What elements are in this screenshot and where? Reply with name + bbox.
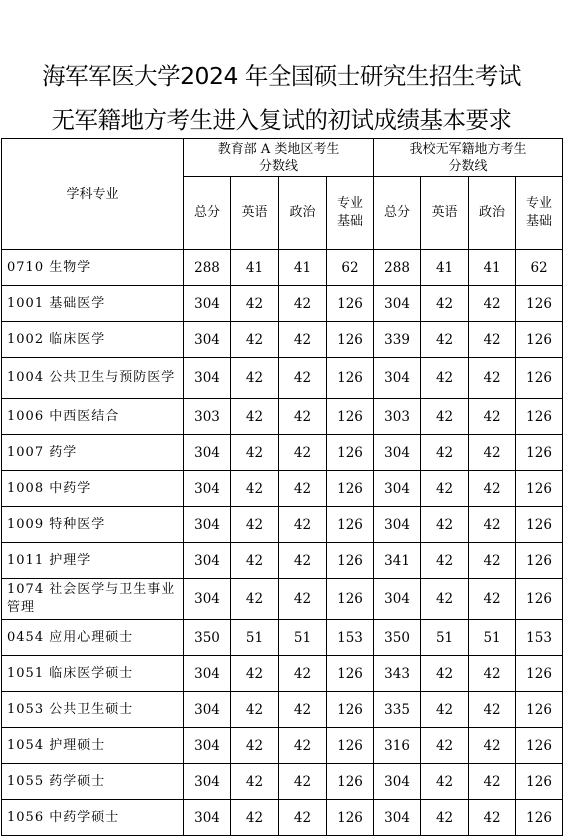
- b-english-cell: 42: [421, 543, 469, 579]
- subject-cell: 1056 中药学硕士: [2, 800, 184, 836]
- a-english-cell: 42: [231, 579, 279, 620]
- subject-cell: 1009 特种医学: [2, 507, 184, 543]
- a-english-cell: 42: [231, 471, 279, 507]
- subject-cell: 1011 护理学: [2, 543, 184, 579]
- table-row: [2, 250, 563, 286]
- b-english-cell: 42: [421, 507, 469, 543]
- subject-cell: 1051 临床医学硕士: [2, 656, 184, 692]
- b-english-cell: 42: [421, 322, 469, 358]
- b-politics-cell: 42: [469, 692, 516, 728]
- table-row: [2, 543, 563, 579]
- a-major-cell: 126: [327, 507, 374, 543]
- subject-cell: 1054 护理硕士: [2, 728, 184, 764]
- a-total-cell: 304: [184, 692, 231, 728]
- subject-cell: 1001 基础医学: [2, 286, 184, 322]
- document-title: [0, 0, 563, 138]
- b-total-cell: 335: [374, 692, 421, 728]
- a-english-cell: 42: [231, 286, 279, 322]
- a-politics-cell: 41: [279, 250, 327, 286]
- subject-cell: 1055 药学硕士: [2, 764, 184, 800]
- a-english-cell: 42: [231, 322, 279, 358]
- a-total-header: 总分: [184, 177, 231, 250]
- a-english-cell: 42: [231, 435, 279, 471]
- b-english-cell: 42: [421, 692, 469, 728]
- a-politics-cell: 42: [279, 286, 327, 322]
- a-major-cell: 126: [327, 286, 374, 322]
- table-row: [2, 620, 563, 656]
- b-major-cell: 62: [516, 250, 563, 286]
- b-major-cell: 153: [516, 620, 563, 656]
- b-total-cell: 288: [374, 250, 421, 286]
- subject-cell: 1002 临床医学: [2, 322, 184, 358]
- b-total-cell: 339: [374, 322, 421, 358]
- table-row: [2, 579, 563, 620]
- a-total-cell: 303: [184, 399, 231, 435]
- a-total-cell: 350: [184, 620, 231, 656]
- subject-cell: 1004 公共卫生与预防医学: [2, 358, 184, 399]
- a-politics-cell: 42: [279, 358, 327, 399]
- b-total-cell: 303: [374, 399, 421, 435]
- b-politics-cell: 42: [469, 579, 516, 620]
- subject-cell: 1074 社会医学与卫生事业管理: [2, 579, 184, 620]
- b-total-cell: 304: [374, 800, 421, 836]
- subject-cell: 1053 公共卫生硕士: [2, 692, 184, 728]
- b-english-cell: 42: [421, 435, 469, 471]
- group-a-header-line2: 分数线: [259, 158, 299, 174]
- b-politics-cell: 42: [469, 399, 516, 435]
- a-total-cell: 304: [184, 286, 231, 322]
- a-english-cell: 41: [231, 250, 279, 286]
- a-english-cell: 42: [231, 764, 279, 800]
- a-politics-cell: 42: [279, 728, 327, 764]
- a-major-cell: 126: [327, 800, 374, 836]
- b-major-cell: 126: [516, 471, 563, 507]
- table-row: [2, 471, 563, 507]
- table-row: [2, 435, 563, 471]
- a-major-header-line2: 基础: [337, 214, 364, 229]
- a-politics-cell: 42: [279, 543, 327, 579]
- b-english-cell: 51: [421, 620, 469, 656]
- a-major-cell: 126: [327, 728, 374, 764]
- subject-header: 学科专业: [2, 139, 184, 250]
- b-total-cell: 343: [374, 656, 421, 692]
- b-total-cell: 304: [374, 507, 421, 543]
- a-major-cell: 153: [327, 620, 374, 656]
- b-english-cell: 42: [421, 399, 469, 435]
- a-english-cell: 42: [231, 358, 279, 399]
- table-body: [2, 250, 563, 836]
- a-english-cell: 42: [231, 543, 279, 579]
- a-major-cell: 126: [327, 656, 374, 692]
- group-b-header-line2: 分数线: [448, 158, 488, 174]
- a-politics-cell: 42: [279, 471, 327, 507]
- b-english-cell: 42: [421, 800, 469, 836]
- a-politics-cell: 42: [279, 579, 327, 620]
- a-english-cell: 42: [231, 800, 279, 836]
- a-total-cell: 304: [184, 471, 231, 507]
- a-major-cell: 62: [327, 250, 374, 286]
- b-total-cell: 304: [374, 358, 421, 399]
- b-politics-cell: 51: [469, 620, 516, 656]
- a-politics-cell: 42: [279, 800, 327, 836]
- b-politics-cell: 42: [469, 728, 516, 764]
- a-politics-cell: 42: [279, 399, 327, 435]
- b-major-cell: 126: [516, 692, 563, 728]
- subject-cell: 1007 药学: [2, 435, 184, 471]
- a-major-cell: 126: [327, 692, 374, 728]
- a-total-cell: 288: [184, 250, 231, 286]
- a-politics-cell: 42: [279, 656, 327, 692]
- a-politics-cell: 42: [279, 507, 327, 543]
- table-row: [2, 286, 563, 322]
- b-english-cell: 42: [421, 471, 469, 507]
- a-major-cell: 126: [327, 358, 374, 399]
- b-total-cell: 304: [374, 579, 421, 620]
- table-row: [2, 728, 563, 764]
- a-total-cell: 304: [184, 358, 231, 399]
- b-politics-header: 政治: [469, 177, 516, 250]
- a-major-cell: 126: [327, 399, 374, 435]
- table-row: [2, 399, 563, 435]
- table-row: [2, 692, 563, 728]
- a-major-cell: 126: [327, 322, 374, 358]
- a-total-cell: 304: [184, 579, 231, 620]
- subject-cell: 0710 生物学: [2, 250, 184, 286]
- b-english-cell: 42: [421, 579, 469, 620]
- b-politics-cell: 42: [469, 322, 516, 358]
- a-politics-cell: 51: [279, 620, 327, 656]
- table-row: [2, 322, 563, 358]
- a-politics-cell: 42: [279, 692, 327, 728]
- title-line-2: 无军籍地方考生进入复试的初试成绩基本要求: [51, 106, 512, 134]
- table-row: [2, 358, 563, 399]
- b-politics-cell: 42: [469, 507, 516, 543]
- a-politics-header: 政治: [279, 177, 327, 250]
- b-politics-cell: 42: [469, 358, 516, 399]
- b-total-cell: 304: [374, 435, 421, 471]
- b-major-cell: 126: [516, 399, 563, 435]
- b-major-cell: 126: [516, 656, 563, 692]
- b-major-cell: 126: [516, 764, 563, 800]
- a-total-cell: 304: [184, 322, 231, 358]
- b-major-cell: 126: [516, 579, 563, 620]
- a-politics-cell: 42: [279, 435, 327, 471]
- b-politics-cell: 41: [469, 250, 516, 286]
- b-total-cell: 304: [374, 286, 421, 322]
- a-english-cell: 42: [231, 692, 279, 728]
- group-b-header: [374, 139, 563, 177]
- subject-cell: 1006 中西医结合: [2, 399, 184, 435]
- a-english-cell: 42: [231, 728, 279, 764]
- b-major-cell: 126: [516, 507, 563, 543]
- b-english-header: 英语: [421, 177, 469, 250]
- b-major-header-line2: 基础: [526, 214, 553, 229]
- a-major-cell: 126: [327, 471, 374, 507]
- b-politics-cell: 42: [469, 543, 516, 579]
- table-row: [2, 656, 563, 692]
- b-english-cell: 42: [421, 728, 469, 764]
- a-major-cell: 126: [327, 435, 374, 471]
- b-total-cell: 316: [374, 728, 421, 764]
- b-major-cell: 126: [516, 435, 563, 471]
- title-line-1: 海军军医大学2024 年全国硕士研究生招生考试: [42, 62, 521, 90]
- group-a-header: [184, 139, 374, 177]
- a-total-cell: 304: [184, 435, 231, 471]
- a-english-cell: 42: [231, 507, 279, 543]
- a-english-header: 英语: [231, 177, 279, 250]
- a-major-header-line1: 专业: [337, 196, 364, 211]
- b-major-header: [516, 177, 563, 250]
- a-major-cell: 126: [327, 764, 374, 800]
- b-major-cell: 126: [516, 286, 563, 322]
- b-total-cell: 304: [374, 764, 421, 800]
- a-total-cell: 304: [184, 656, 231, 692]
- table-row: [2, 507, 563, 543]
- b-total-header: 总分: [374, 177, 421, 250]
- b-english-cell: 42: [421, 358, 469, 399]
- b-total-cell: 341: [374, 543, 421, 579]
- b-major-cell: 126: [516, 728, 563, 764]
- b-english-cell: 42: [421, 764, 469, 800]
- b-english-cell: 41: [421, 250, 469, 286]
- b-politics-cell: 42: [469, 471, 516, 507]
- b-major-cell: 126: [516, 322, 563, 358]
- a-english-cell: 51: [231, 620, 279, 656]
- b-major-cell: 126: [516, 543, 563, 579]
- a-major-cell: 126: [327, 579, 374, 620]
- a-total-cell: 304: [184, 507, 231, 543]
- a-politics-cell: 42: [279, 322, 327, 358]
- a-english-cell: 42: [231, 656, 279, 692]
- b-politics-cell: 42: [469, 435, 516, 471]
- b-politics-cell: 42: [469, 656, 516, 692]
- a-total-cell: 304: [184, 728, 231, 764]
- a-english-cell: 42: [231, 399, 279, 435]
- b-major-cell: 126: [516, 800, 563, 836]
- a-major-header: [327, 177, 374, 250]
- b-politics-cell: 42: [469, 286, 516, 322]
- b-politics-cell: 42: [469, 800, 516, 836]
- score-table: [1, 138, 563, 836]
- b-english-cell: 42: [421, 286, 469, 322]
- b-total-cell: 350: [374, 620, 421, 656]
- b-english-cell: 42: [421, 656, 469, 692]
- group-a-header-line1: 教育部 A 类地区考生: [217, 141, 340, 157]
- a-major-cell: 126: [327, 543, 374, 579]
- b-major-header-line1: 专业: [526, 196, 553, 211]
- a-total-cell: 304: [184, 800, 231, 836]
- b-total-cell: 304: [374, 471, 421, 507]
- a-total-cell: 304: [184, 543, 231, 579]
- table-row: [2, 800, 563, 836]
- subject-cell: 0454 应用心理硕士: [2, 620, 184, 656]
- subject-cell: 1008 中药学: [2, 471, 184, 507]
- group-b-header-line1: 我校无军籍地方考生: [409, 141, 527, 157]
- b-major-cell: 126: [516, 358, 563, 399]
- a-politics-cell: 42: [279, 764, 327, 800]
- table-row: [2, 764, 563, 800]
- a-total-cell: 304: [184, 764, 231, 800]
- b-politics-cell: 42: [469, 764, 516, 800]
